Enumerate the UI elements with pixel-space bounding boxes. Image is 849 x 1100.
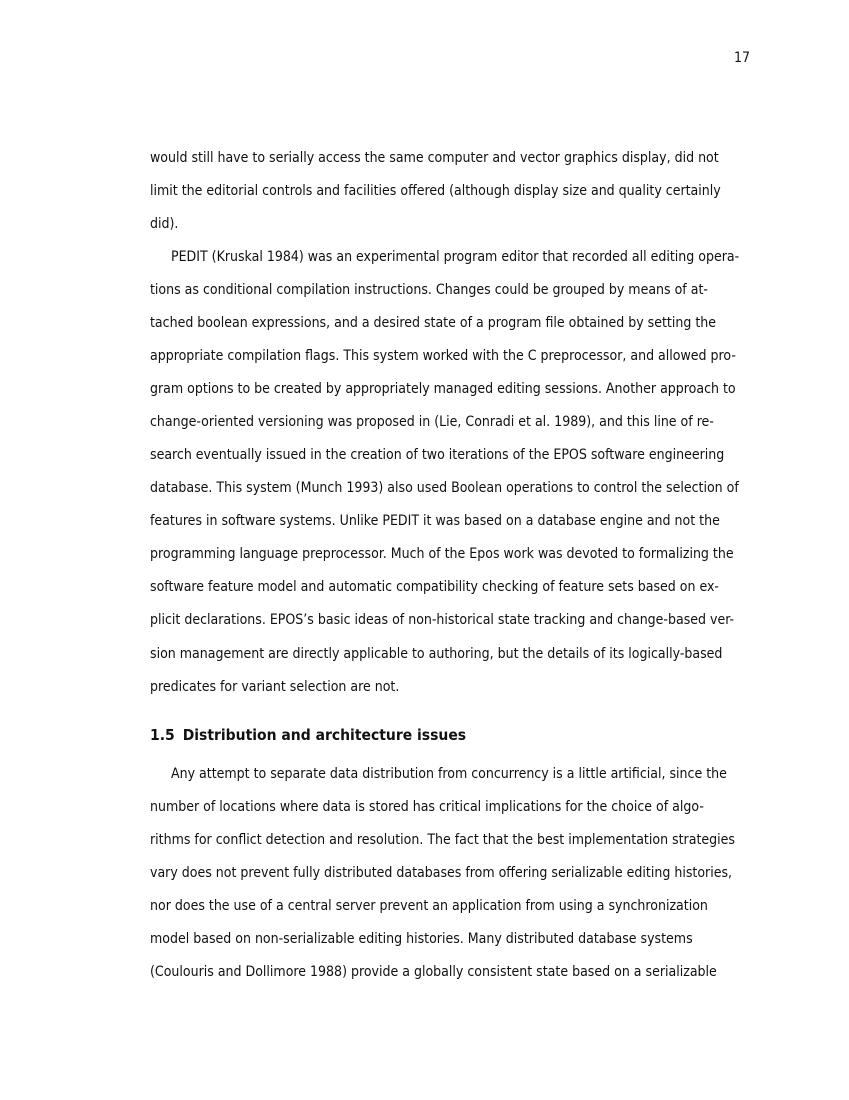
text-line: did). bbox=[150, 216, 179, 232]
text-line: features in software systems. Unlike PEDIT it was based on a database engine and not the bbox=[150, 513, 720, 529]
text-line: (Coulouris and Dollimore 1988) provide a globally consistent state based on a serializable bbox=[150, 964, 717, 980]
text-line: Any attempt to separate data distribution from concurrency is a little artificial, since the bbox=[171, 766, 727, 782]
text-line: tached boolean expressions, and a desired state of a program file obtained by setting the bbox=[150, 315, 717, 331]
section-title: Distribution and architecture issues bbox=[182, 726, 467, 744]
text-line: nor does the use of a central server prevent an application from using a synchronization bbox=[150, 898, 708, 914]
section-number: 1.5 bbox=[150, 726, 175, 744]
text-line: gram options to be created by appropriately managed editing sessions. Another approach to bbox=[150, 381, 736, 397]
text-line: PEDIT (Kruskal 1984) was an experimental program editor that recorded all editing opera- bbox=[171, 249, 740, 265]
text-line: would still have to serially access the same computer and vector graphics display, did not bbox=[150, 150, 719, 166]
text-line: plicit declarations. EPOS’s basic ideas of non-historical state tracking and change-based ver- bbox=[150, 612, 735, 628]
page-number: 17 bbox=[733, 50, 750, 66]
text-line: limit the editorial controls and facilities offered (although display size and quality certainly bbox=[150, 183, 721, 199]
text-line: software feature model and automatic compatibility checking of feature sets based on ex- bbox=[150, 579, 719, 595]
text-line: change-oriented versioning was proposed in (Lie, Conradi et al. 1989), and this line of re- bbox=[150, 414, 714, 430]
text-line: programming language preprocessor. Much of the Epos work was devoted to formalizing the bbox=[150, 546, 734, 562]
text-line: search eventually issued in the creation of two iterations of the EPOS software engineering bbox=[150, 447, 725, 463]
section-heading bbox=[150, 724, 466, 746]
text-line: vary does not prevent fully distributed databases from offering serializable editing histories, bbox=[150, 865, 733, 881]
text-line: model based on non-serializable editing histories. Many distributed database systems bbox=[150, 931, 693, 947]
text-line: tions as conditional compilation instructions. Changes could be grouped by means of at- bbox=[150, 282, 708, 298]
text-line: predicates for variant selection are not. bbox=[150, 679, 400, 695]
text-line: number of locations where data is stored has critical implications for the choice of algo- bbox=[150, 799, 704, 815]
text-line: rithms for conflict detection and resolution. The fact that the best implementation strategies bbox=[150, 832, 735, 848]
text-line: database. This system (Munch 1993) also used Boolean operations to control the selection of bbox=[150, 480, 739, 496]
text-line: sion management are directly applicable to authoring, but the details of its logically-based bbox=[150, 646, 723, 662]
text-line: appropriate compilation flags. This system worked with the C preprocessor, and allowed pro- bbox=[150, 348, 736, 364]
